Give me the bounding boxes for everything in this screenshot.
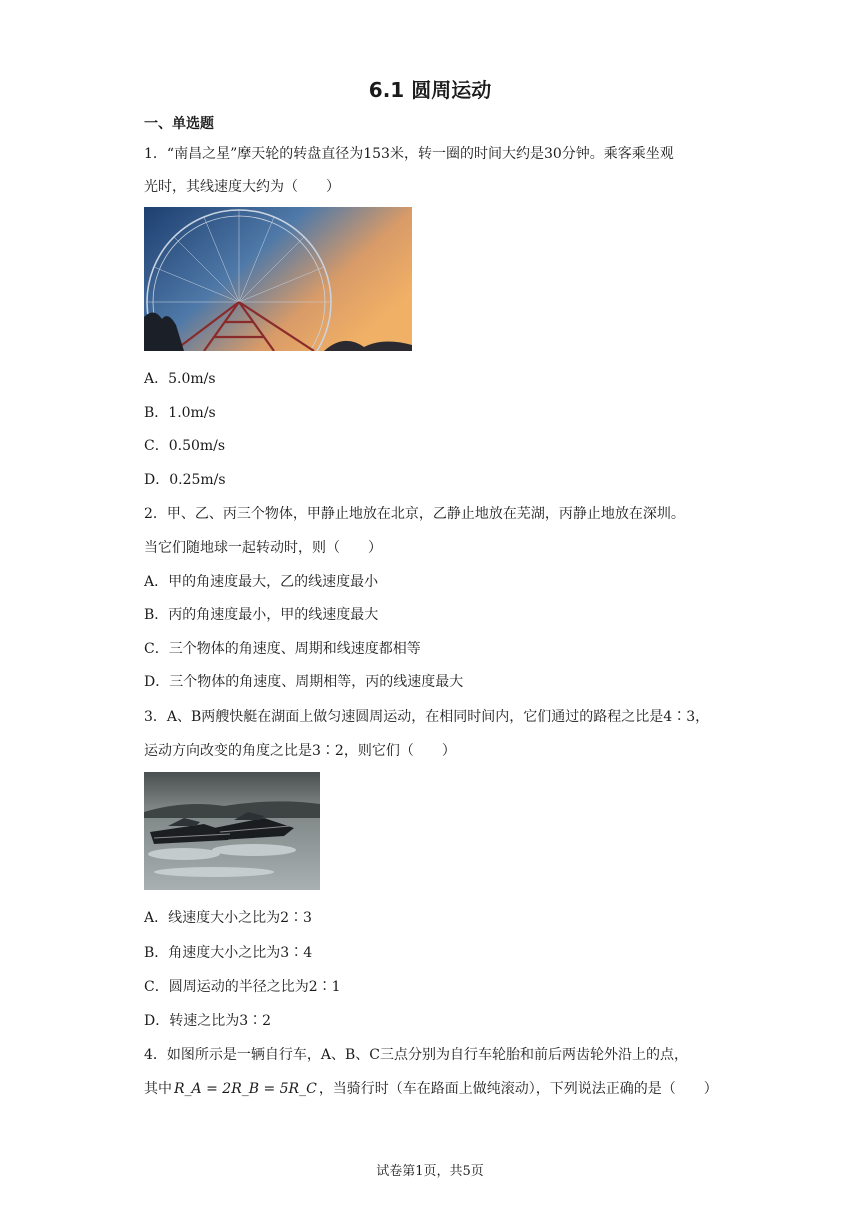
q1-text-line2: 光时，其线速度大约为（ ） — [144, 179, 340, 195]
q3-text-line2: 运动方向改变的角度之比是3∶2，则它们（ ） — [144, 743, 456, 759]
q2-option-b: B．丙的角速度最小，甲的线速度最大 — [144, 607, 379, 623]
q3-option-b: B．角速度大小之比为3∶4 — [144, 945, 313, 961]
q4-text-suffix: ，当骑行时（车在路面上做纯滚动），下列说法正确的是（ ） — [318, 1081, 718, 1097]
q1-option-a: A．5.0m/s — [144, 371, 216, 387]
q4-text-line2 — [144, 1078, 718, 1098]
q2-option-d: D．三个物体的角速度、周期相等，丙的线速度最大 — [144, 674, 464, 690]
q1-option-d: D．0.25m/s — [144, 472, 226, 488]
speedboats-photo — [144, 772, 320, 890]
q4-text-prefix: 其中 — [144, 1081, 172, 1097]
q3-option-a: A．线速度大小之比为2∶3 — [144, 910, 312, 926]
q3-option-d: D．转速之比为3∶2 — [144, 1013, 272, 1029]
page-footer: 试卷第1页，共5页 — [376, 1164, 484, 1179]
q2-text-line2: 当它们随地球一起转动时，则（ ） — [144, 540, 382, 556]
q4-radius-formula: R_A = 2R_B = 5R_C — [174, 1081, 317, 1097]
ferris-wheel-photo — [144, 207, 412, 351]
q1-option-c: C．0.50m/s — [144, 438, 226, 454]
page-title: 6.1 圆周运动 — [368, 78, 492, 102]
q2-option-a: A．甲的角速度最大，乙的线速度最小 — [144, 574, 379, 590]
q2-option-c: C．三个物体的角速度、周期和线速度都相等 — [144, 641, 421, 657]
q1-option-b: B．1.0m/s — [144, 405, 216, 421]
q3-option-c: C．圆周运动的半径之比为2∶1 — [144, 979, 341, 995]
q4-text-line1: 4．如图所示是一辆自行车，A、B、C三点分别为自行车轮胎和前后两齿轮外沿上的点， — [144, 1047, 689, 1063]
q1-text-line1: 1．“南昌之星”摩天轮的转盘直径为153米，转一圈的时间大约是30分钟。乘客乘坐观 — [144, 146, 674, 162]
section-heading: 一、单选题 — [144, 116, 214, 132]
q2-text-line1: 2．甲、乙、丙三个物体，甲静止地放在北京，乙静止地放在芜湖，丙静止地放在深圳。 — [144, 506, 685, 522]
q3-text-line1: 3．A、B两艘快艇在湖面上做匀速圆周运动，在相同时间内，它们通过的路程之比是4∶3， — [144, 709, 710, 725]
